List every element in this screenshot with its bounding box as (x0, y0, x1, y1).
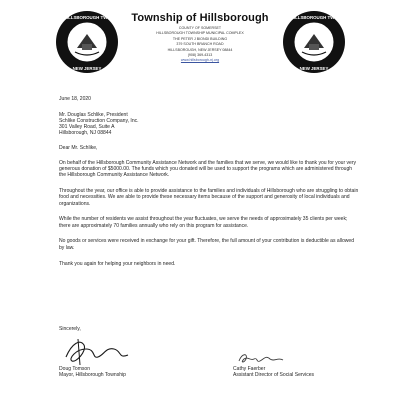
seal-text-bottom: NEW JERSEY (299, 66, 329, 71)
paragraph: While the number of residents we assist throughout the year fluctuates, we serve the needs of approximately 35 clients per week; there are approximately 70 families annually who rely on this program for assistance. (59, 216, 348, 229)
signatory-name: Doug Tomson (59, 366, 91, 372)
address-line: 379 SOUTH BRANCH ROAD (176, 42, 224, 47)
township-seal-right (282, 10, 346, 74)
recipient-line: Schlike Construction Company, Inc. (59, 118, 139, 125)
address-line: COUNTY OF SOMERSET (178, 26, 222, 30)
letter-date: June 18, 2020 (59, 96, 91, 102)
recipient-line: 301 Valley Road, Suite A (59, 124, 115, 131)
closing: Sincerely, (59, 326, 81, 332)
signatory-mayor (59, 366, 126, 378)
signatory-title: Mayor, Hillsborough Township (59, 372, 126, 378)
letterhead (120, 12, 280, 64)
salutation: Dear Mr. Schlike, (59, 145, 98, 152)
letter-body (59, 96, 359, 276)
seal-text-top: HILLSBOROUGH TWP (63, 15, 111, 20)
signatory-director (233, 366, 314, 378)
recipient-line: Hillsborough, NJ 08844 (59, 130, 112, 137)
paragraph: Thank you again for helping your neighbors in need. (59, 260, 176, 267)
address-line: THE PETER J BIONDI BUILDING (172, 36, 228, 41)
mayor-signature (62, 335, 132, 369)
organization-title: Township of Hillsborough (131, 12, 269, 24)
recipient-line: Mr. Douglas Schlike, President (59, 112, 128, 119)
address-line: (908) 369-4313 (187, 53, 213, 58)
recipient-address (59, 112, 359, 136)
township-seal-left (55, 10, 119, 74)
signatory-title: Assistant Director of Social Services (233, 372, 315, 378)
seal-text-bottom: NEW JERSEY (72, 66, 102, 71)
address-line: HILLSBOROUGH TOWNSHIP MUNICIPAL COMPLEX (156, 31, 244, 36)
paragraph: Throughout the year, our office is able to provide assistance to the families and individuals of Hillsborough who are struggling to obtain food and necessities. We are able to provide these necessary items because of the support and generosity of local individuals and organizations. (59, 187, 359, 207)
seal-text-top: HILLSBOROUGH TWP (290, 15, 338, 20)
address-line: HILLSBOROUGH, NEW JERSEY 08844 (167, 47, 233, 52)
paragraph: On behalf of the Hillsborough Community Assistance Network and the families that we serve, we would like to thank you for your very generous donation of $5000.00. The funds which you donated will be used to support the programs which are administered through the Hillsborough Community Assistance Network. (59, 159, 357, 179)
signatory-name: Cathy Faerber (233, 366, 266, 372)
website-link[interactable]: www.hillsborough-nj.org (180, 58, 220, 63)
paragraph: No goods or services were received in exchange for your gift. Therefore, the full amount of your contribution is deductible as allowed by law. (59, 238, 355, 251)
